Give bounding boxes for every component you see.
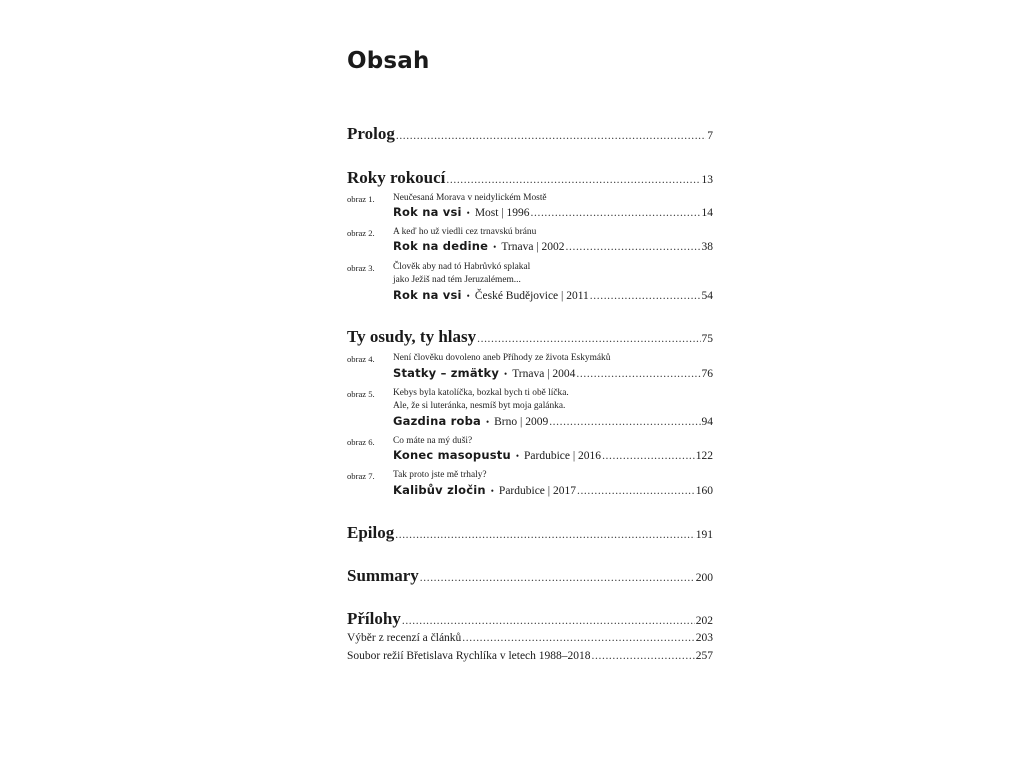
entry-label: obraz 3.: [347, 263, 375, 273]
page-number: 200: [695, 572, 713, 584]
appendix-label: Výběr z recenzí a článků: [347, 632, 462, 644]
entry-label: obraz 5.: [347, 389, 375, 399]
page-number: 203: [695, 632, 713, 644]
toc-entry[interactable]: [393, 448, 713, 462]
entry-place: Brno | 2009: [494, 416, 549, 428]
page-number: 38: [701, 241, 713, 253]
page-number: 7: [707, 130, 713, 142]
entry-place: Pardubice | 2016: [524, 450, 602, 462]
dot-leader: [549, 416, 700, 428]
dot-leader: [566, 241, 701, 253]
dot-leader: [420, 572, 695, 584]
toc-section-prolog[interactable]: [347, 124, 713, 144]
entry-place: Pardubice | 2017: [498, 485, 576, 497]
bullet-separator: •: [490, 486, 494, 496]
toc-entry[interactable]: [393, 288, 713, 302]
dot-leader: [396, 130, 706, 142]
toc-entry[interactable]: [393, 414, 713, 428]
section-title: Přílohy: [347, 609, 401, 628]
page-number: 160: [695, 485, 713, 497]
section-title: Ty osudy, ty hlasy: [347, 327, 477, 346]
dot-leader: [590, 290, 701, 302]
toc-entry[interactable]: [393, 205, 713, 219]
section-title: Summary: [347, 566, 419, 585]
bullet-separator: •: [466, 208, 470, 218]
page-number: 14: [701, 207, 713, 219]
toc-section-ty-osudy[interactable]: [347, 327, 713, 347]
page-number: 191: [695, 529, 713, 541]
page-title: Obsah: [347, 48, 430, 74]
entry-subtitle: Člověk aby nad tó Habrůvkó splakal: [393, 262, 531, 272]
page-number: 54: [701, 290, 713, 302]
dot-leader: [602, 450, 695, 462]
entry-subtitle: Neučesaná Morava v neidylickém Mostě: [393, 193, 547, 203]
entry-place: Most | 1996: [474, 207, 530, 219]
toc-entry[interactable]: [393, 483, 713, 497]
entry-subtitle: Není člověku dovoleno aneb Příhody ze života Eskymáků: [393, 353, 611, 363]
section-title: Prolog: [347, 124, 395, 143]
entry-title: Rok na dedine: [393, 239, 489, 253]
dot-leader: [402, 615, 695, 627]
toc-section-roky-rokouci[interactable]: [347, 168, 713, 188]
entry-label: obraz 4.: [347, 354, 375, 364]
entry-place: Trnava | 2004: [512, 368, 576, 380]
entry-place: Trnava | 2002: [501, 241, 565, 253]
page-number: 257: [695, 650, 713, 662]
dot-leader: [462, 632, 694, 644]
section-title: Roky rokoucí: [347, 168, 446, 187]
entry-subtitle: Kebys byla katolíčka, bozkal bych ti obě líčka.: [393, 388, 569, 398]
entry-subtitle: Ale, že si luteránka, nesmíš byt moja galánka.: [393, 401, 566, 411]
bullet-separator: •: [485, 417, 490, 427]
page-number: 76: [701, 368, 713, 380]
dot-leader: [577, 485, 695, 497]
page-number: 122: [695, 450, 713, 462]
dot-leader: [531, 207, 701, 219]
bullet-separator: •: [466, 291, 470, 301]
entry-label: obraz 6.: [347, 437, 375, 447]
dot-leader: [592, 650, 695, 662]
toc-section-summary[interactable]: [347, 566, 713, 586]
entry-title: Rok na vsi: [393, 205, 462, 219]
page-number: 13: [701, 174, 713, 186]
toc-appendix-item[interactable]: [347, 650, 713, 662]
dot-leader: [576, 368, 700, 380]
bullet-separator: •: [493, 242, 497, 252]
section-title: Epilog: [347, 523, 395, 542]
entry-label: obraz 2.: [347, 228, 375, 238]
entry-label: obraz 7.: [347, 471, 375, 481]
dot-leader: [446, 174, 700, 186]
page-number: 94: [701, 416, 713, 428]
bullet-separator: •: [504, 369, 508, 379]
toc-section-epilog[interactable]: [347, 523, 713, 543]
dot-leader: [477, 333, 700, 345]
entry-title: Rok na vsi: [393, 288, 462, 302]
entry-title: Gazdina roba: [393, 414, 481, 428]
entry-subtitle: Tak proto jste mě trhaly?: [393, 470, 487, 480]
toc-section-prilohy[interactable]: [347, 609, 713, 629]
entry-label: obraz 1.: [347, 194, 375, 204]
page-number: 75: [701, 333, 713, 345]
dot-leader: [395, 529, 695, 541]
entry-title: Kalibův zločin: [393, 483, 486, 497]
toc-appendix-item[interactable]: [347, 632, 713, 644]
entry-subtitle: Co máte na mý duši?: [393, 436, 473, 446]
page-number: 202: [695, 615, 713, 627]
entry-title: Konec masopustu: [393, 448, 511, 462]
bullet-separator: •: [515, 451, 520, 461]
appendix-label: Soubor režií Břetislava Rychlíka v letech 1988–2018: [347, 650, 591, 662]
toc-entry[interactable]: [393, 239, 713, 253]
toc-entry[interactable]: [393, 366, 713, 380]
entry-place: České Budějovice | 2011: [474, 290, 589, 302]
entry-subtitle: jako Ježiš nad tém Jeruzalémem...: [393, 275, 521, 285]
entry-title: Statky – zmätky: [393, 366, 500, 380]
entry-subtitle: A keď ho už viedli cez trnavskú bránu: [393, 227, 537, 237]
